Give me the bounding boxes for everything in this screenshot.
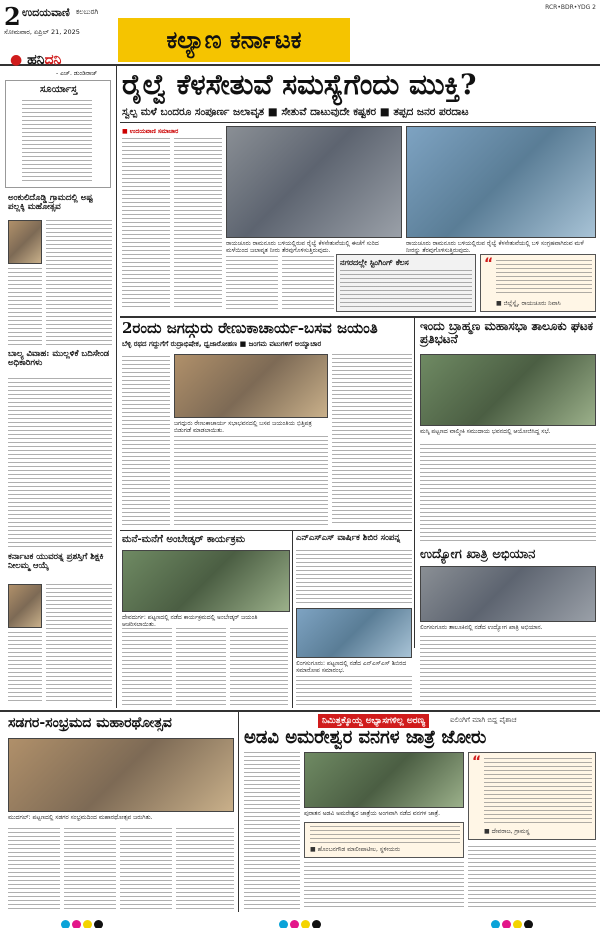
issue-date: ಸೋಮವಾರ, ಏಪ್ರಿಲ್ 21, 2025 — [4, 28, 80, 36]
paper-name: ಉದಯವಾಣಿ — [22, 6, 70, 19]
bottom-quote-right-attribution: ■ ದೇವರಾಜ, ಗ್ರಾಮಸ್ಥ — [484, 828, 530, 835]
mid-headline: 2ರಂದು ಜಗದ್ಗುರು ರೇಣುಕಾಚಾರ್ಯ-ಬಸವ ಜಯಂತಿ — [122, 319, 378, 337]
left-story-3-headline: ಕರ್ನಾಟಕ ಯುವರತ್ನ ಪ್ರಶಸ್ತಿಗೆ ಶಿಕ್ಷಕಿ ನೀಲಮ್ಮ ಆಯ್ಕೆ — [8, 552, 104, 572]
left-story-3-photo — [8, 584, 42, 628]
edition-code: RCR•BDR•YDG 2 — [545, 4, 596, 11]
nss-headline: ಎನ್‌ಎಸ್‌ಎಸ್ ವಾರ್ಷಿಕ ಶಿಬಿರ ಸಂಪನ್ನ — [296, 533, 401, 543]
bottom-main-headline: ಅಡವಿ ಅಮರೇಶ್ವರ ವನಗಳ ಜಾತ್ರೆ ಜೋರು — [244, 727, 487, 748]
section-title: ಕಲ್ಯಾಣ ಕರ್ನಾಟಕ — [118, 18, 350, 62]
lead-photo-1 — [226, 126, 402, 238]
job-photo — [420, 566, 596, 622]
page-number: 2 — [4, 2, 21, 31]
job-headline: ಉದ್ಯೋಗ ಖಾತ್ರಿ ಅಭಿಯಾನ — [420, 547, 536, 562]
ambedkar-photo-caption: ದೇವದುರ್ಗ: ಪಟ್ಟಣದಲ್ಲಿ ನಡೆದ ಕಾರ್ಯಕ್ರಮದಲ್ಲಿ ಅಂಬೇಡ್ಕರ್ ಜಯಂತಿ ಆಚರಿಸಲಾಯಿತು. — [122, 614, 258, 629]
nss-photo — [296, 608, 412, 658]
ambedkar-photo — [122, 550, 290, 612]
bottom-left-photo — [8, 738, 234, 812]
lead-photo-2 — [406, 126, 596, 238]
mid-photo — [174, 354, 328, 418]
bottom-quote-right-icon: “ — [472, 754, 482, 770]
bottom-kicker: ನಿಮಿತ್ತಕ್ಕೊಯ್ದ ಅಭ್ಯಾಸಗಳಿಲ್ಲ ಅರಣ್ಯ — [318, 714, 429, 728]
brand-honey: ಹನಿ — [27, 52, 45, 68]
lead-byline: ■ ಉದಯವಾಣಿ ಸಮಾಚಾರ — [122, 128, 179, 135]
bottom-quote-mid-attribution: ■ ಹೊಂಬನಗೌಡ ಮಾಲೀಪಾಟೀಲ, ಸ್ಥಳೀಯರು — [310, 846, 401, 853]
bottom-left-headline: ಸಡಗರ-ಸಂಭ್ರಮದ ಮಹಾರಥೋತ್ಸವ — [8, 715, 172, 731]
registration-marks-left — [60, 914, 104, 928]
ambedkar-headline: ಮನೆ-ಮನೆಗೆ ಅಂಬೇಡ್ಕರ್ ಕಾರ್ಯಕ್ರಮ — [122, 534, 246, 545]
right-mid-photo-caption: ಮಸ್ಕಿ ಪಟ್ಟಣದ ವಾಲ್ಮೀಕಿ ಸಮುದಾಯ ಭವನದಲ್ಲಿ ಆಯೋಜಿಸಿದ್ದ ಸಭೆ. — [420, 428, 551, 435]
lead-photo-1-caption: ರಾಯಚೂರು ರಾಮನೂರು ಬಳಿಯಲ್ಲಿರುವ ರೈಲ್ವೆ ಕೆಳಸೇತುವೆಯಲ್ಲಿ ಈಚೆಗೆ ಸುರಿದ ಮಳೆಯಿಂದ ಜಲಾವೃತ ನೀರು ತೆರವುಗೊಳಿಸುತ್ತಿರುವುದು. — [226, 240, 379, 255]
brand-dani: ದನಿ — [44, 52, 62, 68]
registration-marks-right — [490, 914, 534, 928]
mid-subhead: ಬೆಳ್ಳಿ ರಥದ ಗದ್ದುಗೆಗೆ ರುದ್ರಾಭಿಷೇಕ, ಧ್ವಜಾರೋಹಣ ■ ಜಂಗಮ ವಟುಗಳಿಗೆ ಅಯ್ಯಾಚಾರ — [122, 340, 322, 348]
mid-photo-caption: ಜಗದ್ಗುರು ರೇಣುಕಾಚಾರ್ಯ ಸಭಾಭವನದಲ್ಲಿ ಬಸವ ಜಯಂತಿಯ ಭಿತ್ತಿಪತ್ರ ಬಿಡುಗಡೆ ಮಾಡಲಾಯಿತು. — [174, 420, 312, 435]
honey-column-brand — [10, 52, 61, 68]
bottom-left-photo-caption: ಮುದಗಲ್: ಪಟ್ಟಣದಲ್ಲಿ ಸಡಗರ ಸಂಭ್ರಮದಿಂದ ಮಹಾರಥೋತ್ಸವ ಜರುಗಿತು. — [8, 814, 153, 821]
bottom-kicker-right: ಐಲಿಂಗಿಗೆ ಮಾಗಿ ಬಿದ್ದ ಪೈಶಾಚ — [450, 716, 517, 724]
lead-photo-2-caption: ರಾಯಚೂರು ರಾಮನೂರು ಬಳಿಯಲ್ಲಿರುವ ರೈಲ್ವೆ ಕೆಳಸೇತುವೆಯಲ್ಲಿ ಬಳಿ ಸಂಗ್ರಹವಾಗಿರುವ ಮಳೆ ನೀರನ್ನು ತೆರವುಗೊಳಿಸುತ್ತಿರುವುದು. — [406, 240, 584, 255]
left-story-1-headline: ಅಂಕುಲಿದೊಡ್ಡಿ ಗ್ರಾಮದಲ್ಲಿ ಅಷ್ಟ ಪಲ್ಲಕ್ಕಿ ಮಹೋತ್ಸವ — [8, 193, 93, 213]
honey-bee-icon: ● — [10, 52, 23, 68]
nss-photo-caption: ಲಿಂಗಸುಗೂರು: ಪಟ್ಟಣದಲ್ಲಿ ನಡೆದ ಎನ್‌ಎಸ್‌ಎಸ್ ಶಿಬಿರದ ಸಮಾರೋಪ ಸಮಾರಂಭ. — [296, 660, 407, 675]
lead-sidebox-title: ನಗರದಲ್ಲೇ ಸ್ಟಿಂಗಿಂಗ್ ಕೆಲಸ — [340, 258, 409, 267]
job-photo-caption: ಲಿಂಗಸುಗೂರು ತಾಲೂಕಿನಲ್ಲಿ ನಡೆದ ಉದ್ಯೋಗ ಖಾತ್ರಿ ಅಭಿಯಾನ. — [420, 624, 543, 631]
lead-headline: ರೈಲ್ವೆ ಕೆಳಸೇತುವೆ ಸಮಸ್ಯೆಗೆಂದು ಮುಕ್ತಿ? — [122, 68, 477, 101]
honey-column-author: - ಎಚ್. ಡುಂಡಿರಾಜ್ — [56, 70, 98, 77]
right-mid-headline: ಇಂದು ಬ್ರಾಹ್ಮಣ ಮಹಾಸಭಾ ತಾಲೂಕು ಘಟಕ ಪ್ರತಿಭಟನೆ — [420, 319, 594, 347]
lead-subhead: ಸ್ವಲ್ಪ ಮಳೆ ಬಂದರೂ ಸಂಪೂರ್ಣ ಜಲಾವೃತ ■ ಸೇತುವೆ ದಾಟುವುದೇ ಕಷ್ಟಕರ ■ ತಪ್ಪದ ಜನರ ಪರದಾಟ — [122, 106, 469, 118]
bottom-main-photo-caption: ಪುರಾತನ ಅಡವಿ ಅಮರೇಶ್ವರ ಜಾತ್ರೆಯ ಅಂಗವಾಗಿ ನಡೆದ ವನಗಳ ಜಾತ್ರೆ. — [304, 810, 441, 817]
paper-city: ಕಲಬುರಗಿ — [76, 8, 99, 16]
right-mid-photo — [420, 354, 596, 426]
quote-icon: “ — [484, 256, 494, 272]
left-story-1-photo — [8, 220, 42, 264]
bottom-main-photo — [304, 752, 464, 808]
quote-box-1-attribution: ■ ಜಿಲ್ಲೆಸ್ನೈ, ರಾಯಚೂರು ನಿವಾಸಿ — [496, 300, 561, 307]
left-story-2-headline: ಬಾಲ್ಯ ವಿವಾಹ: ಮುಲ್ಲಳಿಕೆ ಬದಿಸೇಂಡ ಅಧಿಕಾರಿಗಳು — [8, 349, 110, 369]
honey-column-title: ಸೂರ್ಯಾಸ್ತ — [40, 84, 78, 95]
